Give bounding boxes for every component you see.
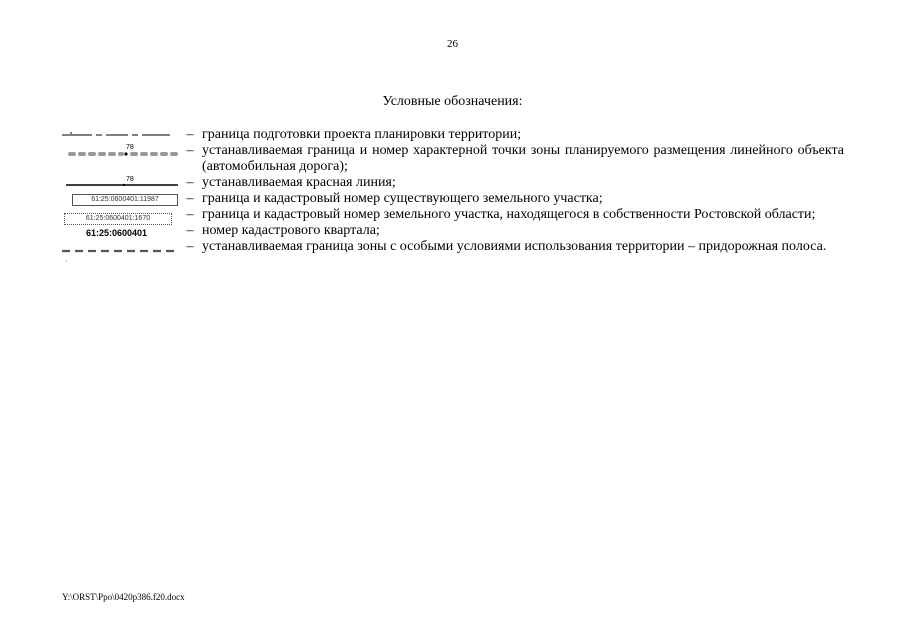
characteristic-point-number: 78 — [126, 144, 134, 151]
legend-row-planning-boundary — [62, 127, 844, 143]
linear-object-zone-line-icon — [62, 143, 178, 159]
legend-dash: – — [186, 191, 194, 206]
cadastral-quarter-number: 61:25:0600401 — [86, 228, 148, 238]
legend-row-red-line — [62, 175, 844, 191]
roadside-zone-symbol — [62, 239, 178, 255]
legend-text: устанавливаемая граница зоны с особыми условиями использования территории – придорожная полоса. — [202, 239, 827, 254]
legend-row-linear-object-zone — [62, 143, 844, 175]
legend-dash: – — [186, 127, 194, 142]
red-line-symbol — [62, 175, 178, 191]
cadastral-quarter-symbol — [62, 223, 178, 239]
legend-dash: – — [186, 143, 194, 158]
legend-text: граница и кадастровый номер существующего земельного участка; — [202, 191, 603, 206]
existing-land-plot-symbol — [62, 191, 178, 207]
existing-land-plot-cadastral-number: 61:25:0600401:11987 — [72, 194, 178, 206]
red-line-point-number: 78 — [126, 176, 134, 183]
legend-text: номер кадастрового квартала; — [202, 223, 380, 238]
legend-list — [62, 127, 844, 255]
legend-dash: – — [186, 239, 194, 254]
legend-dash: – — [186, 223, 194, 238]
planning-boundary-line-icon — [62, 127, 178, 143]
legend-row-existing-land-plot — [62, 191, 844, 207]
roadside-zone-dashed-line-icon — [62, 239, 178, 271]
red-line-icon — [62, 175, 178, 191]
legend-row-cadastral-quarter — [62, 223, 844, 239]
legend-row-roadside-zone — [62, 239, 844, 255]
legend-text: граница подготовки проекта планировки территории; — [202, 127, 522, 142]
page-number: 26 — [447, 38, 458, 50]
legend-text: устанавливаемая красная линия; — [202, 175, 396, 190]
regional-land-plot-symbol — [62, 207, 178, 223]
legend-row-regional-land-plot — [62, 207, 844, 223]
planning-boundary-symbol — [62, 127, 178, 143]
legend-text: устанавливаемая граница и номер характерной точки зоны планируемого размещения линейного объекта (автомобильная дорога); — [202, 143, 844, 174]
regional-land-plot-cadastral-number: 61:25:0600401:1670 — [64, 213, 172, 225]
legend-dash: – — [186, 175, 194, 190]
footer-file-path: Y:\ORST\Ppo\0420p386.f20.docx — [62, 592, 185, 602]
linear-object-zone-symbol — [62, 143, 178, 159]
legend-dash: – — [186, 207, 194, 222]
legend-title: Условные обозначения: — [382, 94, 523, 109]
legend-text: граница и кадастровый номер земельного участка, находящегося в собственности Ростовской области; — [202, 207, 816, 222]
